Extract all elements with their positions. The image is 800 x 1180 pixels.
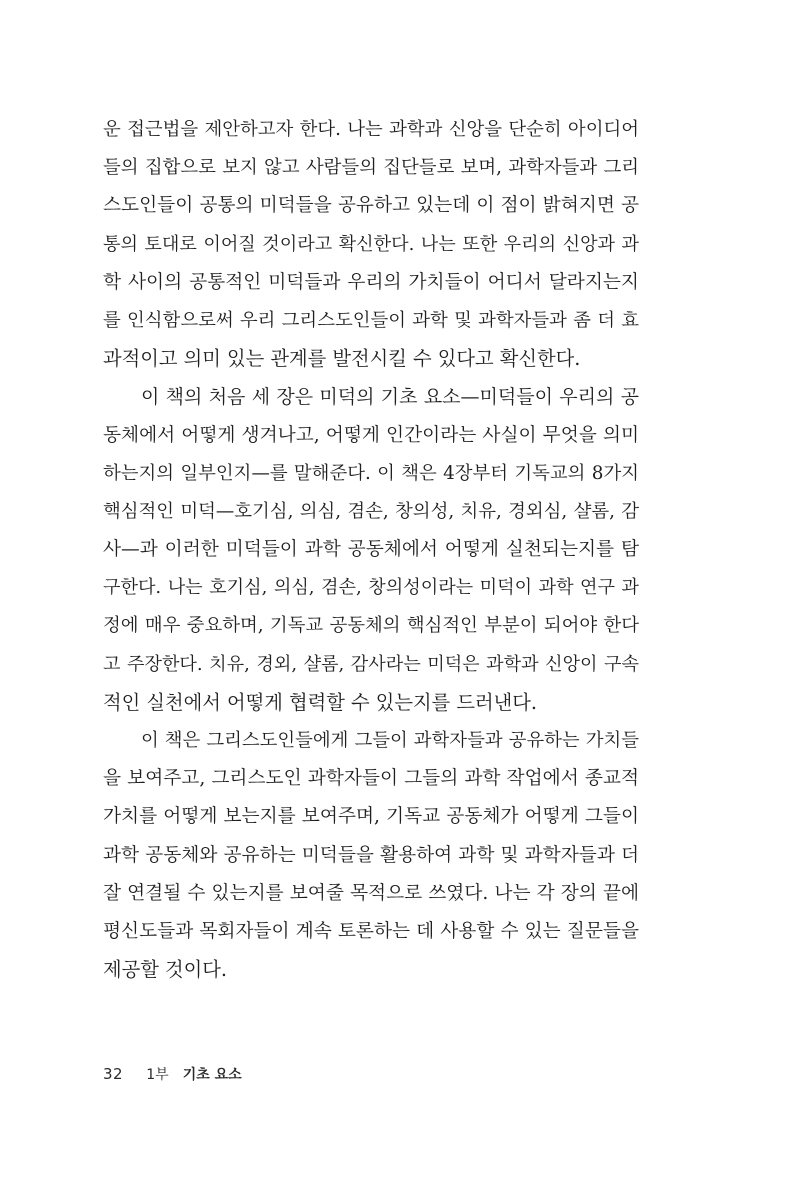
page-footer bbox=[103, 1062, 242, 1086]
text-line: 하는지의 일부인지—를 말해준다. 이 책은 4장부터 기독교의 8가지 bbox=[103, 462, 639, 484]
text-line: 이 책의 처음 세 장은 미덕의 기초 요소—미덕들이 우리의 공 bbox=[141, 386, 639, 409]
text-line: 스도인들이 공통의 미덕들을 공유하고 있는데 이 점이 밝혀지면 공 bbox=[103, 195, 639, 217]
paragraph-1 bbox=[103, 111, 639, 378]
text-line: 과적이고 의미 있는 관계를 발전시킬 수 있다고 확신한다. bbox=[103, 347, 581, 371]
paragraph-2 bbox=[103, 378, 639, 722]
text-line: 을 보여주고, 그리스도인 과학자들이 그들의 과학 작업에서 종교적 bbox=[103, 768, 639, 790]
text-line: 사—과 이러한 미덕들이 과학 공동체에서 어떻게 실천되는지를 탐 bbox=[103, 539, 639, 561]
text-line: 가치를 어떻게 보는지를 보여주며, 기독교 공동체가 어떻게 그들이 bbox=[103, 806, 639, 828]
text-line: 통의 토대로 이어질 것이라고 확신한다. 나는 또한 우리의 신앙과 과 bbox=[103, 233, 639, 255]
text-line: 들의 집합으로 보지 않고 사람들의 집단들로 보며, 과학자들과 그리 bbox=[103, 157, 639, 179]
text-line: 운 접근법을 제안하고자 한다. 나는 과학과 신앙을 단순히 아이디어 bbox=[103, 119, 639, 140]
text-line: 제공할 것이다. bbox=[103, 958, 228, 982]
part-label: 1부 bbox=[146, 1067, 169, 1083]
text-line: 동체에서 어떻게 생겨나고, 어떻게 인간이라는 사실이 무엇을 의미 bbox=[103, 424, 639, 446]
text-line: 이 책은 그리스도인들에게 그들이 과학자들과 공유하는 가치들 bbox=[141, 730, 639, 751]
text-line: 핵심적인 미덕—호기심, 의심, 겸손, 창의성, 치유, 경외심, 샬롬, 감 bbox=[103, 500, 639, 522]
text-line: 과학 공동체와 공유하는 미덕들을 활용하여 과학 및 과학자들과 더 bbox=[103, 844, 639, 866]
text-line: 정에 매우 중요하며, 기독교 공동체의 핵심적인 부분이 되어야 한다 bbox=[103, 615, 639, 637]
text-line: 잘 연결될 수 있는지를 보여줄 목적으로 쓰였다. 나는 각 장의 끝에 bbox=[103, 882, 639, 904]
paragraph-3 bbox=[103, 722, 639, 989]
text-line: 를 인식함으로써 우리 그리스도인들이 과학 및 과학자들과 좀 더 효 bbox=[103, 309, 639, 331]
text-line: 고 주장한다. 치유, 경외, 샬롬, 감사라는 미덕은 과학과 신앙이 구속 bbox=[103, 653, 639, 675]
section-title: 기초 요소 bbox=[182, 1067, 242, 1083]
page-number: 32 bbox=[103, 1065, 124, 1083]
text-line: 평신도들과 목회자들이 계속 토론하는 데 사용할 수 있는 질문들을 bbox=[103, 920, 639, 942]
text-line: 구한다. 나는 호기심, 의심, 겸손, 창의성이라는 미덕이 과학 연구 과 bbox=[103, 577, 639, 599]
text-line: 적인 실천에서 어떻게 협력할 수 있는지를 드러낸다. bbox=[103, 690, 538, 714]
body-text bbox=[103, 111, 639, 989]
text-line: 학 사이의 공통적인 미덕들과 우리의 가치들이 어디서 달라지는지 bbox=[103, 271, 639, 293]
